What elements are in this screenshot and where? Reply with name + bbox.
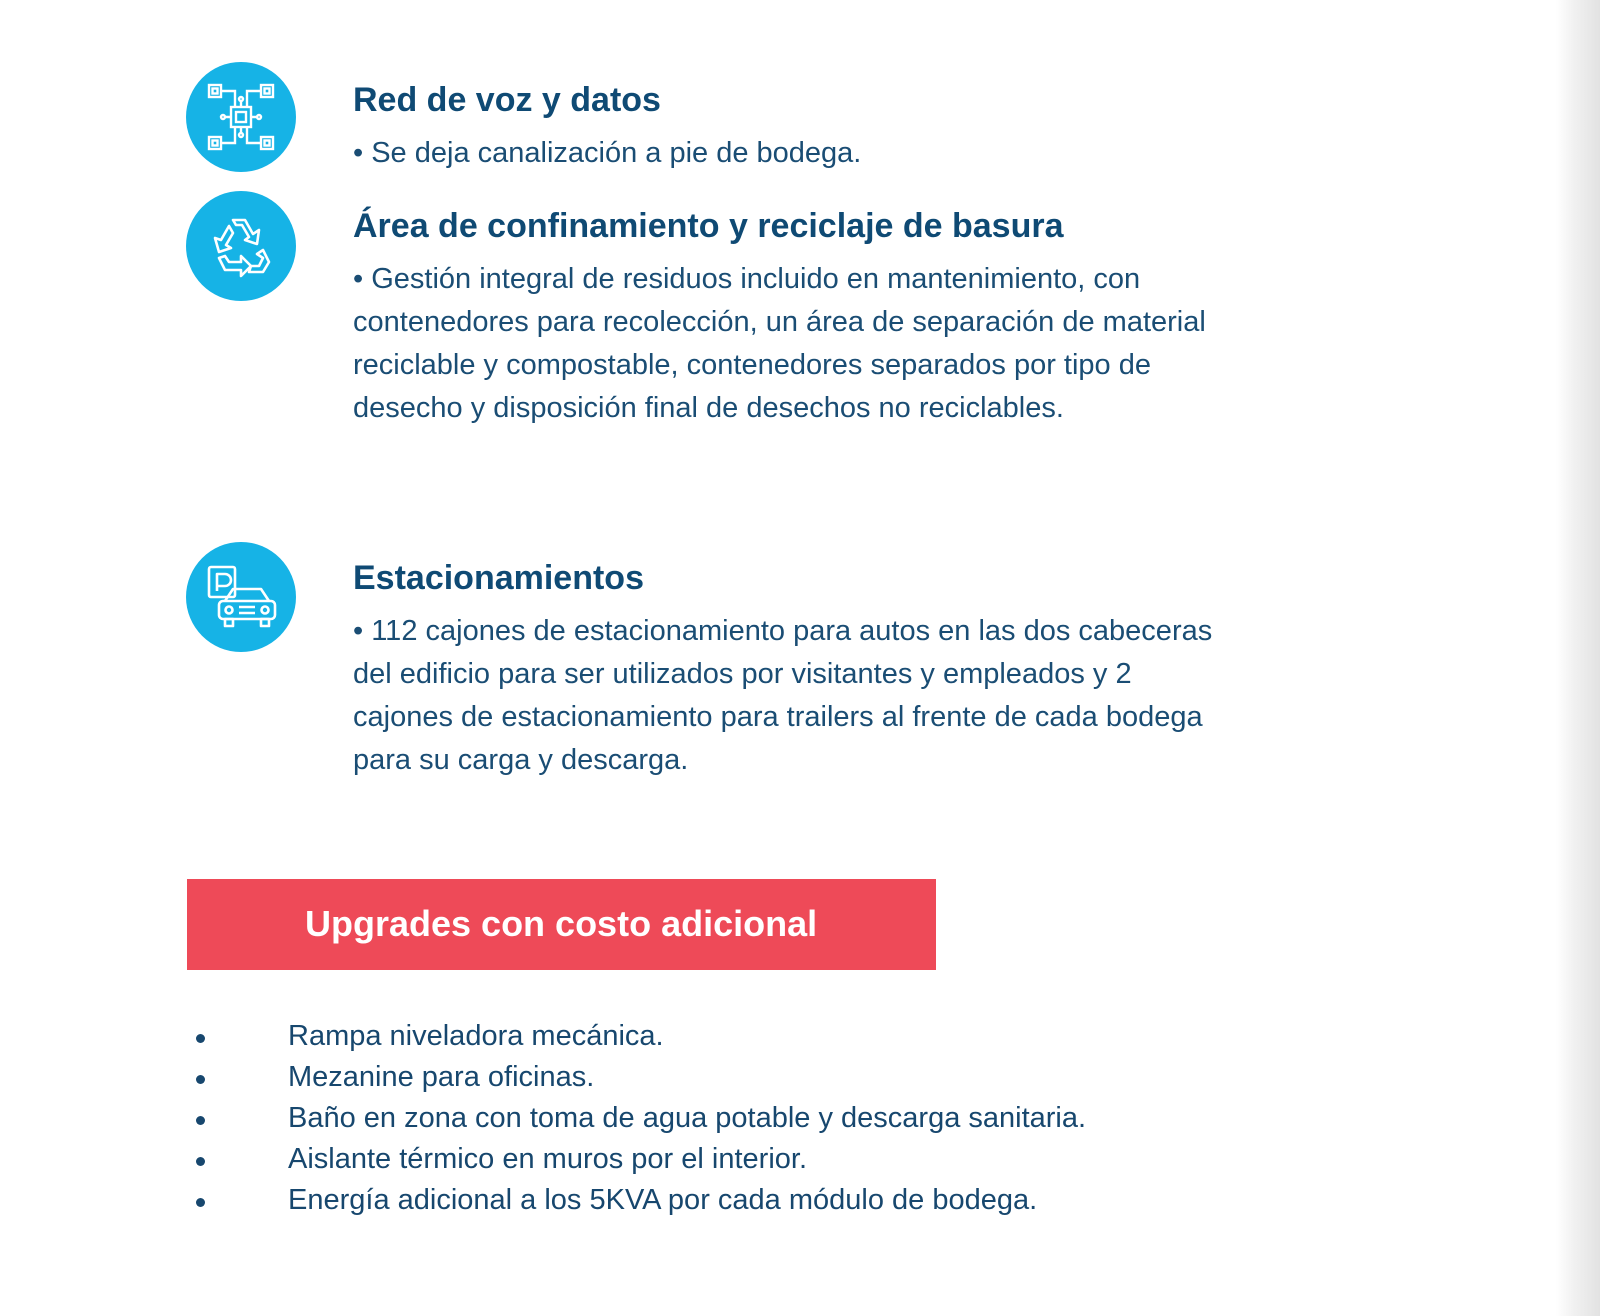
upgrades-banner bbox=[187, 879, 936, 970]
list-item: Mezanine para oficinas. bbox=[190, 1057, 1086, 1098]
upgrades-list bbox=[190, 1016, 1086, 1221]
bullet bbox=[196, 1034, 205, 1043]
bullet bbox=[196, 1075, 205, 1084]
list-item: Aislante térmico en muros por el interior. bbox=[190, 1139, 1086, 1180]
page-edge-shadow bbox=[1556, 0, 1600, 1316]
section-title: Área de confinamiento y reciclaje de basura bbox=[353, 207, 1064, 245]
section-voice-data bbox=[353, 78, 1213, 175]
recycle-icon bbox=[186, 191, 296, 301]
parking-car-icon bbox=[186, 542, 296, 652]
section-waste-recycling bbox=[353, 204, 1213, 430]
upgrades-banner-label: Upgrades con costo adicional bbox=[305, 903, 818, 944]
list-item: Rampa niveladora mecánica. bbox=[190, 1016, 1086, 1057]
list-item: Baño en zona con toma de agua potable y descarga sanitaria. bbox=[190, 1098, 1086, 1139]
section-title: Estacionamientos bbox=[353, 559, 644, 597]
bullet bbox=[196, 1198, 205, 1207]
bullet bbox=[196, 1116, 205, 1125]
section-parking bbox=[353, 556, 1213, 782]
section-text: • 112 cajones de estacionamiento para autos en las dos cabeceras del edificio para ser utilizados por visitantes y empleados y 2 cajones de estacionamiento para trailers al frente de cada bodega para su carga y descarga. bbox=[353, 615, 1213, 776]
section-text: • Gestión integral de residuos incluido en mantenimiento, con contenedores para recolección, un área de separación de material reciclable y compostable, contenedores separados por tipo de desecho y disposición final de desechos no reciclables. bbox=[353, 263, 1206, 424]
section-title: Red de voz y datos bbox=[353, 81, 661, 119]
list-item: Energía adicional a los 5KVA por cada módulo de bodega. bbox=[190, 1180, 1086, 1221]
bullet bbox=[196, 1157, 205, 1166]
circuit-network-icon bbox=[186, 62, 296, 172]
section-text: • Se deja canalización a pie de bodega. bbox=[353, 137, 862, 169]
